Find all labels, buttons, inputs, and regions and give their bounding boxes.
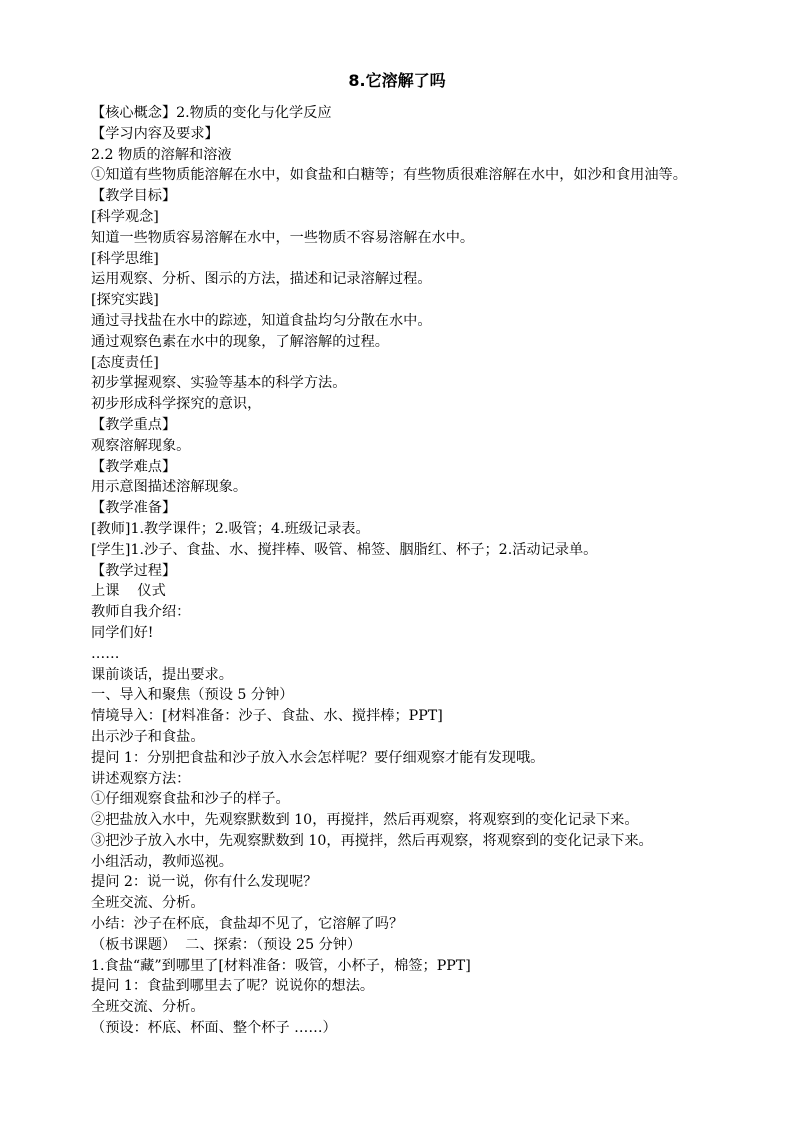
prediction-line: （预设：杯底、杯面、整个杯子 ……） bbox=[91, 1020, 337, 1037]
class-discussion-line-2: 全班交流、分析。 bbox=[91, 999, 205, 1016]
section-2-2-line: 2.2 物质的溶解和溶液 bbox=[91, 146, 232, 163]
salt-hidden-line: 1.食盐“藏”到哪里了[材料准备：吸管，小杯子，棉签；PPT] bbox=[91, 957, 471, 974]
inquiry-practice-text-2: 通过观察色素在水中的现象，了解溶解的过程。 bbox=[91, 333, 389, 350]
attitude-text-1: 初步掌握观察、实验等基本的科学方法。 bbox=[91, 375, 347, 392]
key-point-heading: 【教学重点】 bbox=[91, 416, 177, 433]
attitude-text-2: 初步形成科学探究的意识， bbox=[91, 396, 262, 413]
key-point-text: 观察溶解现象。 bbox=[91, 437, 191, 454]
inquiry-practice-label: [探究实践] bbox=[91, 292, 159, 309]
requirement-paragraph: ①知道有些物质能溶解在水中，如食盐和白糖等；有些物质很难溶解在水中，如沙和食用油等。 bbox=[91, 167, 687, 184]
group-activity-line: 小组活动，教师巡视。 bbox=[91, 853, 233, 870]
greeting-line: 同学们好! bbox=[91, 624, 154, 641]
science-concept-text: 知道一些物质容易溶解在水中，一些物质不容易溶解在水中。 bbox=[91, 229, 475, 246]
ellipsis-line: …… bbox=[91, 645, 120, 662]
science-thinking-text: 运用观察、分析、图示的方法，描述和记录溶解过程。 bbox=[91, 271, 432, 288]
summary-line: 小结：沙子在杯底，食盐却不见了，它溶解了吗？ bbox=[91, 916, 404, 933]
intro-section-heading: 一、导入和聚焦（预设 5 分钟） bbox=[91, 687, 294, 704]
difficulty-heading: 【教学难点】 bbox=[91, 458, 177, 475]
pre-class-talk-line: 课前谈话，提出要求。 bbox=[91, 666, 233, 683]
explore-question-1: 提问 1：食盐到哪里去了呢？说说你的想法。 bbox=[91, 978, 375, 995]
difficulty-text: 用示意图描述溶解现象。 bbox=[91, 479, 248, 496]
process-heading: 【教学过程】 bbox=[91, 562, 177, 579]
teaching-goals-heading: 【教学目标】 bbox=[91, 188, 177, 205]
science-concept-label: [科学观念] bbox=[91, 208, 159, 225]
teacher-preparation: [教师]1.教学课件；2.吸管；4.班级记录表。 bbox=[91, 520, 370, 537]
observation-step-2: ②把盐放入水中，先观察默数到 10，再搅拌，然后再观察，将观察到的变化记录下来。 bbox=[91, 812, 639, 829]
explore-section-heading: （板书课题） 二、探索：（预设 25 分钟） bbox=[91, 936, 362, 953]
observation-method-line: 讲述观察方法： bbox=[91, 770, 191, 787]
inquiry-practice-text-1: 通过寻找盐在水中的踪迹，知道食盐均匀分散在水中。 bbox=[91, 312, 432, 329]
situation-intro-line: 情境导入：[材料准备：沙子、食盐、水、搅拌棒；PPT] bbox=[91, 708, 443, 725]
document-title: 8.它溶解了吗 bbox=[348, 71, 446, 90]
question-1-line: 提问 1：分别把食盐和沙子放入水会怎样呢？要仔细观察才能有发现哦。 bbox=[91, 749, 545, 766]
learning-content-heading: 【学习内容及要求】 bbox=[91, 125, 219, 142]
student-preparation: [学生]1.沙子、食盐、水、搅拌棒、吸管、棉签、胭脂红、杯子；2.活动记录单。 bbox=[91, 541, 598, 558]
class-discussion-line-1: 全班交流、分析。 bbox=[91, 895, 205, 912]
document-body bbox=[60, 103, 740, 1039]
class-start-line: 上课 仪式 bbox=[91, 583, 166, 600]
observation-step-3: ③把沙子放入水中，先观察默数到 10，再搅拌，然后再观察，将观察到的变化记录下来。 bbox=[91, 832, 653, 849]
observation-step-1: ①仔细观察食盐和沙子的样子。 bbox=[91, 791, 290, 808]
teacher-intro-line: 教师自我介绍： bbox=[91, 604, 191, 621]
core-concept-line: 【核心概念】2.物质的变化与化学反应 bbox=[91, 105, 332, 121]
show-materials-line: 出示沙子和食盐。 bbox=[91, 728, 205, 745]
preparation-heading: 【教学准备】 bbox=[91, 500, 177, 517]
attitude-label: [态度责任] bbox=[91, 354, 159, 371]
question-2-line: 提问 2：说一说，你有什么发现呢？ bbox=[91, 874, 318, 891]
science-thinking-label: [科学思维] bbox=[91, 250, 159, 267]
